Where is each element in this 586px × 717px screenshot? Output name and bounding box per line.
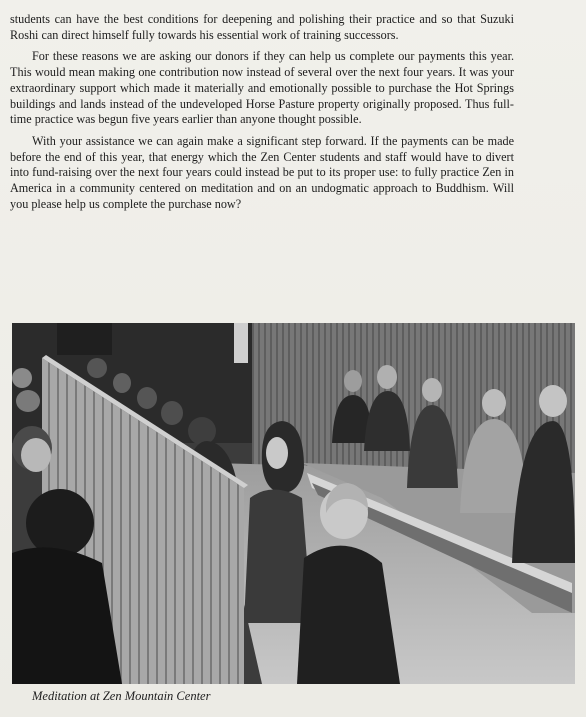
meditation-photo-illustration <box>12 323 575 684</box>
paragraph-2: For these reasons we are asking our donors if they can help us complete our payments this year. This would mean making one contribution now instead of several over the next four years. It was your extraordinary support which made it materially and emotionally possible to purchase the Hot Springs buildings and lands instead of the undeveloped Horse Pasture property originally proposed. Thus full-time practice was begun five years earlier than anyone thought possible. <box>10 49 514 127</box>
paragraph-1: students can have the best conditions for deepening and polishing their practice and so that Suzuki Roshi can direct himself fully towards his essential work of training successors. <box>10 12 514 42</box>
paragraph-3: With your assistance we can again make a significant step forward. If the payments can be made before the end of this year, that energy which the Zen Center students and staff would have to divert into fund-raising over the next four years could instead be put to its proper use: to fully practice Zen in America in a community centered on meditation and on an undogmatic approach to Buddhism. Will you please help us complete the purchase now? <box>10 133 514 211</box>
article-text <box>10 12 514 218</box>
photo-caption: Meditation at Zen Mountain Center <box>32 689 211 703</box>
meditation-photo <box>12 323 575 684</box>
